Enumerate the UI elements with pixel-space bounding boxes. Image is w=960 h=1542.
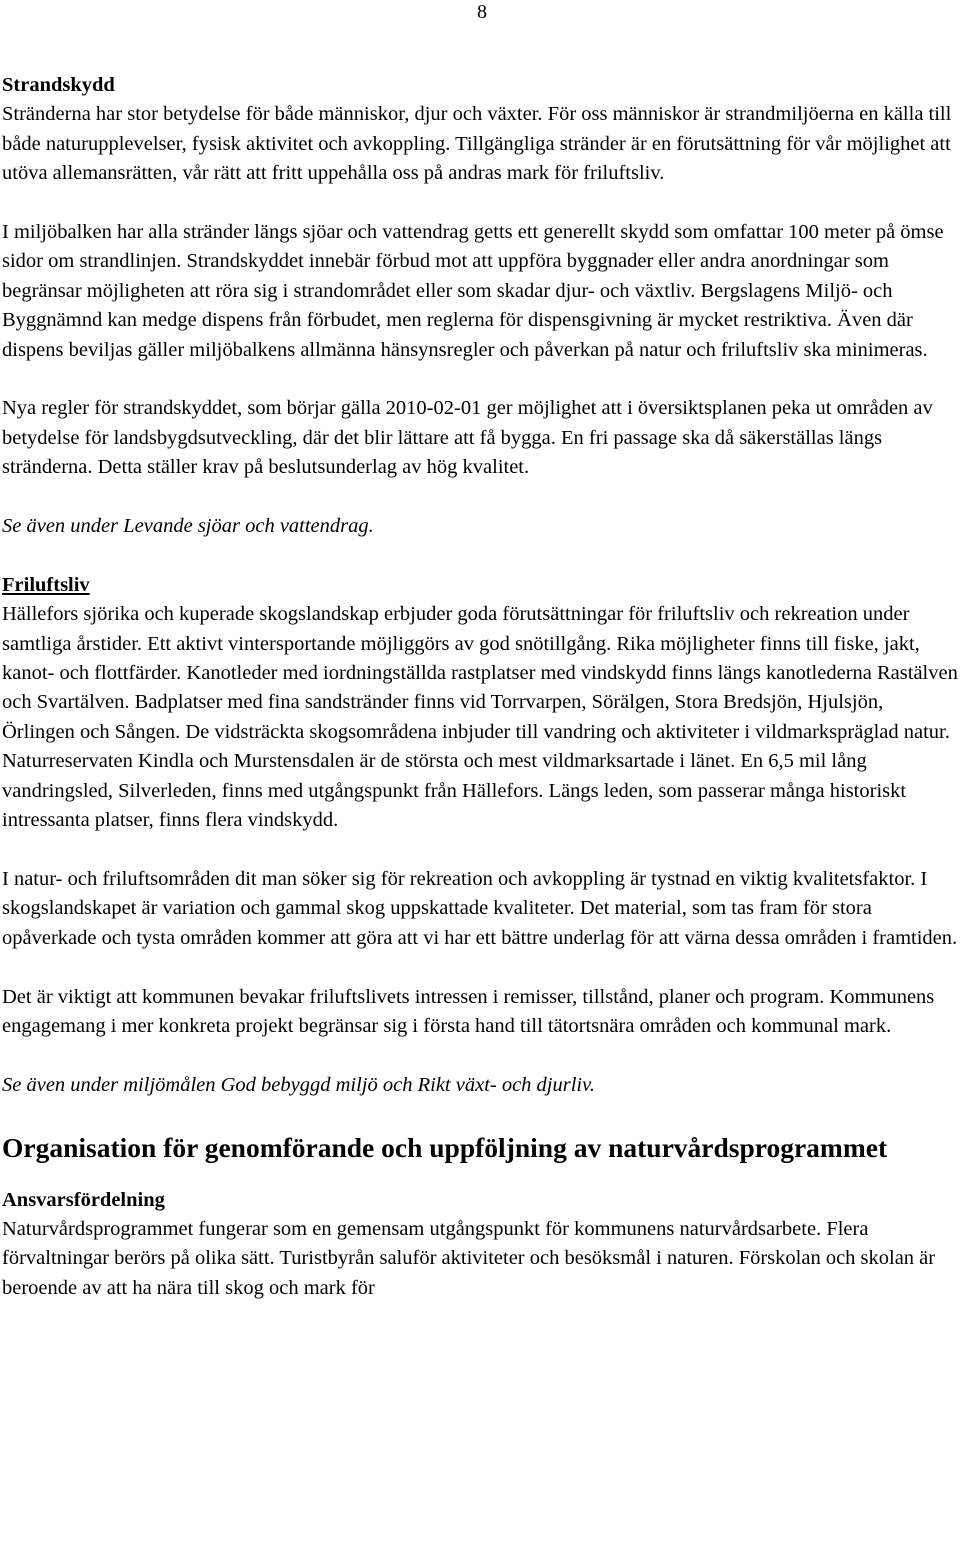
- friluftsliv-paragraph-1: Hällefors sjörika och kuperade skogslandskap erbjuder goda förutsättningar för friluftsliv och rekreation under samtliga årstider. Ett aktivt vintersportande möjliggörs av god snötillgång. Rika möjligheter finns till fiske, jakt, kanot- och flottfärder. Kanotleder med iordningställda rastplatser med vindskydd finns längs kanotlederna Rastälven och Svartälven. Badplatser med fina sandstränder finns vid Torrvarpen, Sörälgen, Stora Bredsjön, Hjulsjön, Örlingen och Sången. De vidsträckta skogsområdena inbjuder till vandring och aktiviteter i vildmarkspräglad natur. Naturreservaten Kindla och Murstensdalen är de största och mest vildmarksartade i länet. En 6,5 mil lång vandringsled, Silverleden, finns med utgångspunkt från Hällefors. Längs leden, som passerar många historiskt intressanta platser, finns flera vindskydd.: [2, 603, 958, 832]
- strandskydd-paragraph-1: Stränderna har stor betydelse för både människor, djur och växter. För oss människor är strandmiljöerna en källa till både naturupplevelser, fysisk aktivitet och avkoppling. Tillgängliga stränder är en förutsättning för vår möjlighet att utöva allemansrätten, vår rätt att fritt uppehålla oss på andras mark för friluftsliv.: [2, 103, 952, 185]
- strandskydd-paragraph-2: I miljöbalken har alla stränder längs sjöar och vattendrag getts ett generellt skydd som omfattar 100 meter på ömse sidor om strandlinjen. Strandskyddet innebär förbud mot att uppföra byggnader eller andra anordningar som begränsar möjligheten att röra sig i strandområdet eller som skadar djur- och växtliv. Bergslagens Miljö- och Byggnämnd kan medge dispens från förbudet, men reglerna för dispensgivning är mycket restriktiva. Även där dispens beviljas gäller miljöbalkens allmänna hänsynsregler och påverkan på natur och friluftsliv ska minimeras.: [2, 221, 944, 361]
- strandskydd-see-also: [2, 512, 958, 541]
- page-number: 8: [477, 1, 487, 23]
- strandskydd-see-also-text: Se även under Levande sjöar och vattendrag.: [2, 515, 374, 538]
- friluftsliv-paragraph-3: Det är viktigt att kommunen bevakar friluftslivets intressen i remisser, tillstånd, planer och program. Kommunens engagemang i mer konkreta projekt begränsar sig i första hand till tätortsnära områden och kommunal mark.: [2, 985, 935, 1037]
- friluftsliv-see-also: [2, 1071, 958, 1100]
- section-ansvarsfordelning: [2, 1186, 958, 1304]
- heading-organisation: Organisation för genomförande och uppföljning av naturvårdsprogrammet: [2, 1131, 888, 1163]
- heading-ansvarsfordelning: Ansvarsfördelning: [2, 1188, 165, 1211]
- strandskydd-paragraph-3: Nya regler för strandskyddet, som börjar gälla 2010-02-01 ger möjlighet att i översiktsplanen peka ut områden av betydelse för landsbygdsutveckling, där det blir lättare att få bygga. En fri passage ska då säkerställas längs stränderna. Detta ställer krav på beslutsunderlag av hög kvalitet.: [2, 397, 933, 479]
- friluftsliv-paragraph-2: I natur- och friluftsområden dit man söker sig för rekreation och avkoppling är tystnad en viktig kvalitetsfaktor. I skogslandskapet är variation och gammal skog uppskattade kvaliteter. Det material, som tas fram för stora opåverkade och tysta områden kommer att göra att vi har ett bättre underlag för att värna dessa områden i framtiden.: [2, 867, 958, 949]
- section-friluftsliv: [2, 571, 958, 1100]
- ansvarsfordelning-paragraph-1: Naturvårdsprogrammet fungerar som en gemensam utgångspunkt för kommunens naturvårdsarbete. Flera förvaltningar berörs på olika sätt. Turistbyrån saluför aktiviteter och besöksmål i naturen. Förskolan och skolan är beroende av att ha nära till skog och mark för: [2, 1217, 936, 1299]
- friluftsliv-see-also-text: Se även under miljömålen God bebyggd miljö och Rikt växt- och djurliv.: [2, 1073, 595, 1096]
- document-body: [2, 71, 958, 1303]
- section-strandskydd: [2, 71, 958, 541]
- heading-friluftsliv: Friluftsliv: [2, 573, 90, 596]
- heading-strandskydd: Strandskydd: [2, 74, 115, 96]
